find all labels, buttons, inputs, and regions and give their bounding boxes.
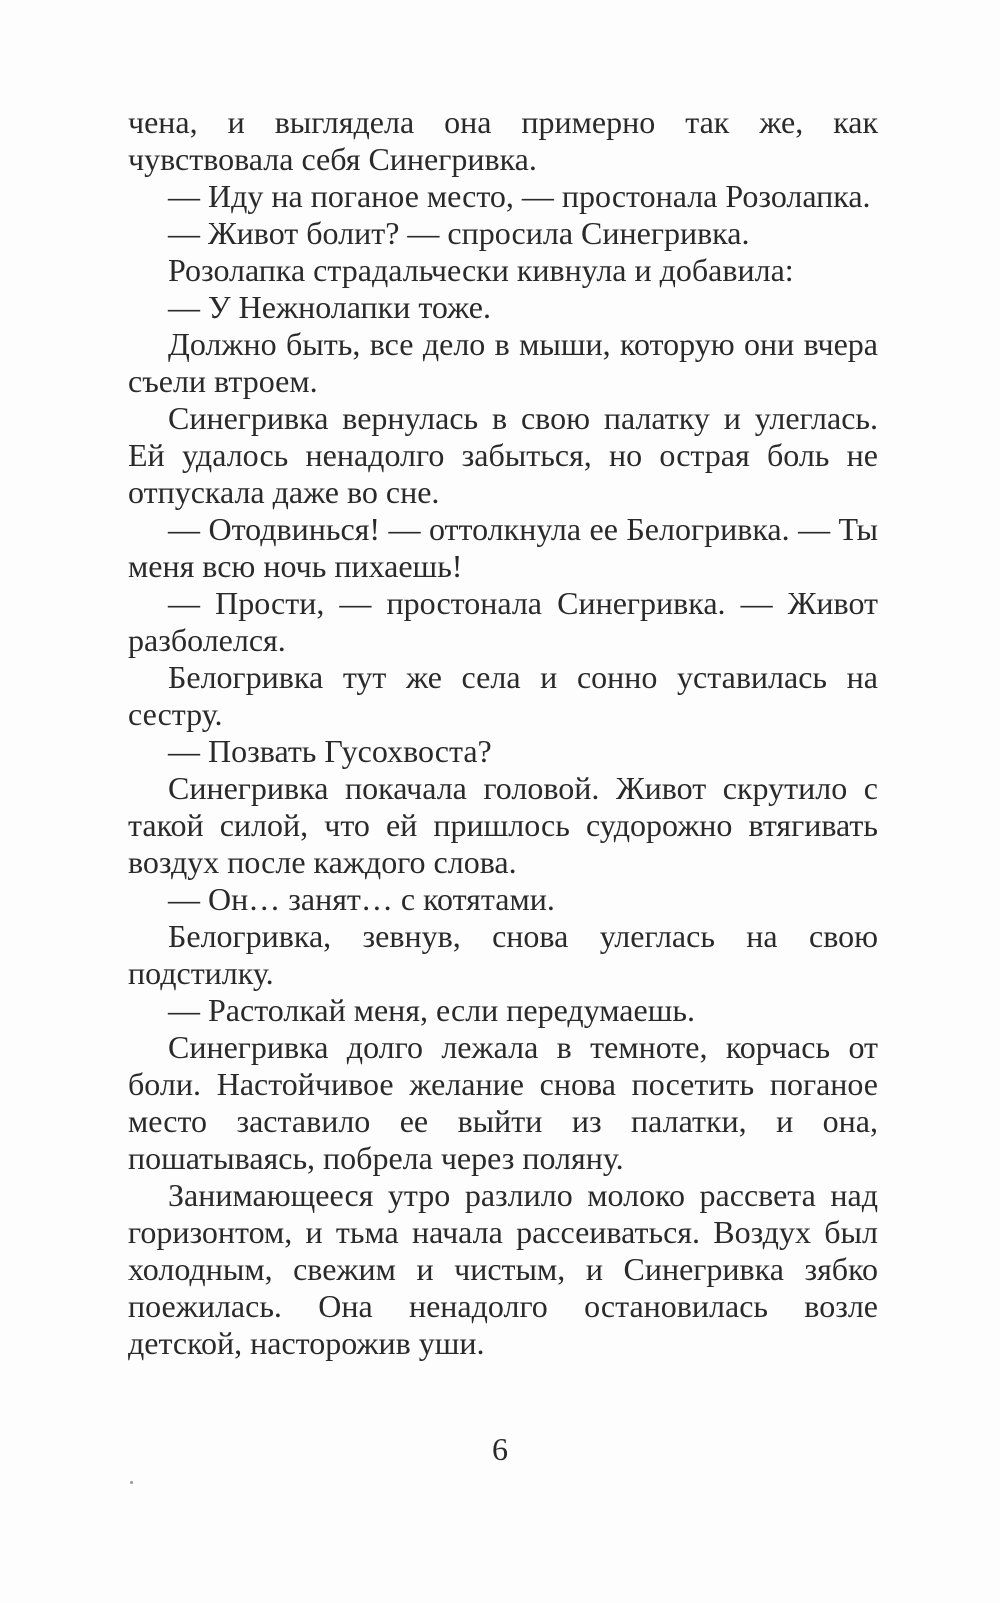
paragraph-8: — Отодвинься! — оттолкнула ее Белогривка. — Ты меня всю ночь пихаешь! [128, 511, 878, 584]
scan-speck [130, 1481, 133, 1484]
paragraph-6: Должно быть, все дело в мыши, которую они вчера съели втроем. [128, 326, 878, 399]
paragraph-12: Синегривка покачала головой. Живот скрутило с такой силой, что ей пришлось судорожно втягивать воздух после каждого слова. [128, 770, 878, 880]
paragraph-3: — Живот болит? — спросила Синегривка. [168, 215, 750, 251]
paragraph-9: — Прости, — простонала Синегривка. — Живот разболелся. [128, 585, 878, 658]
paragraph-17: Занимающееся утро разлило молоко рассвета над горизонтом, и тьма начала рассеиваться. Воздух был холодным, свежим и чистым, и Синегривка зябко поежилась. Она ненадолго остановилась возле детской, насторожив уши. [128, 1177, 878, 1361]
paragraph-7: Синегривка вернулась в свою палатку и улеглась. Ей удалось ненадолго забыться, но острая боль не отпускала даже во сне. [128, 400, 878, 510]
paragraph-15: — Растолкай меня, если передумаешь. [168, 992, 695, 1028]
paragraph-4: Розолапка страдальчески кивнула и добавила: [168, 252, 794, 288]
paragraph-1: чена, и выглядела она примерно так же, как чувствовала себя Синегривка. [128, 104, 878, 177]
page-number: 6 [492, 1431, 508, 1467]
paragraph-2: — Иду на поганое место, — простонала Розолапка. [168, 178, 871, 214]
paragraph-14: Белогривка, зевнув, снова улеглась на свою подстилку. [128, 918, 878, 991]
paragraph-10: Белогривка тут же села и сонно уставилась на сестру. [128, 659, 878, 732]
paragraph-16: Синегривка долго лежала в темноте, корчась от боли. Настойчивое желание снова посетить поганое место заставило ее выйти из палатки, и она, пошатываясь, побрела через поляну. [128, 1029, 878, 1176]
paragraph-13: — Он… занят… с котятами. [168, 881, 555, 917]
paragraph-5: — У Нежнолапки тоже. [168, 289, 491, 325]
body-text [128, 104, 878, 1362]
paragraph-11: — Позвать Гусохвоста? [168, 733, 492, 769]
